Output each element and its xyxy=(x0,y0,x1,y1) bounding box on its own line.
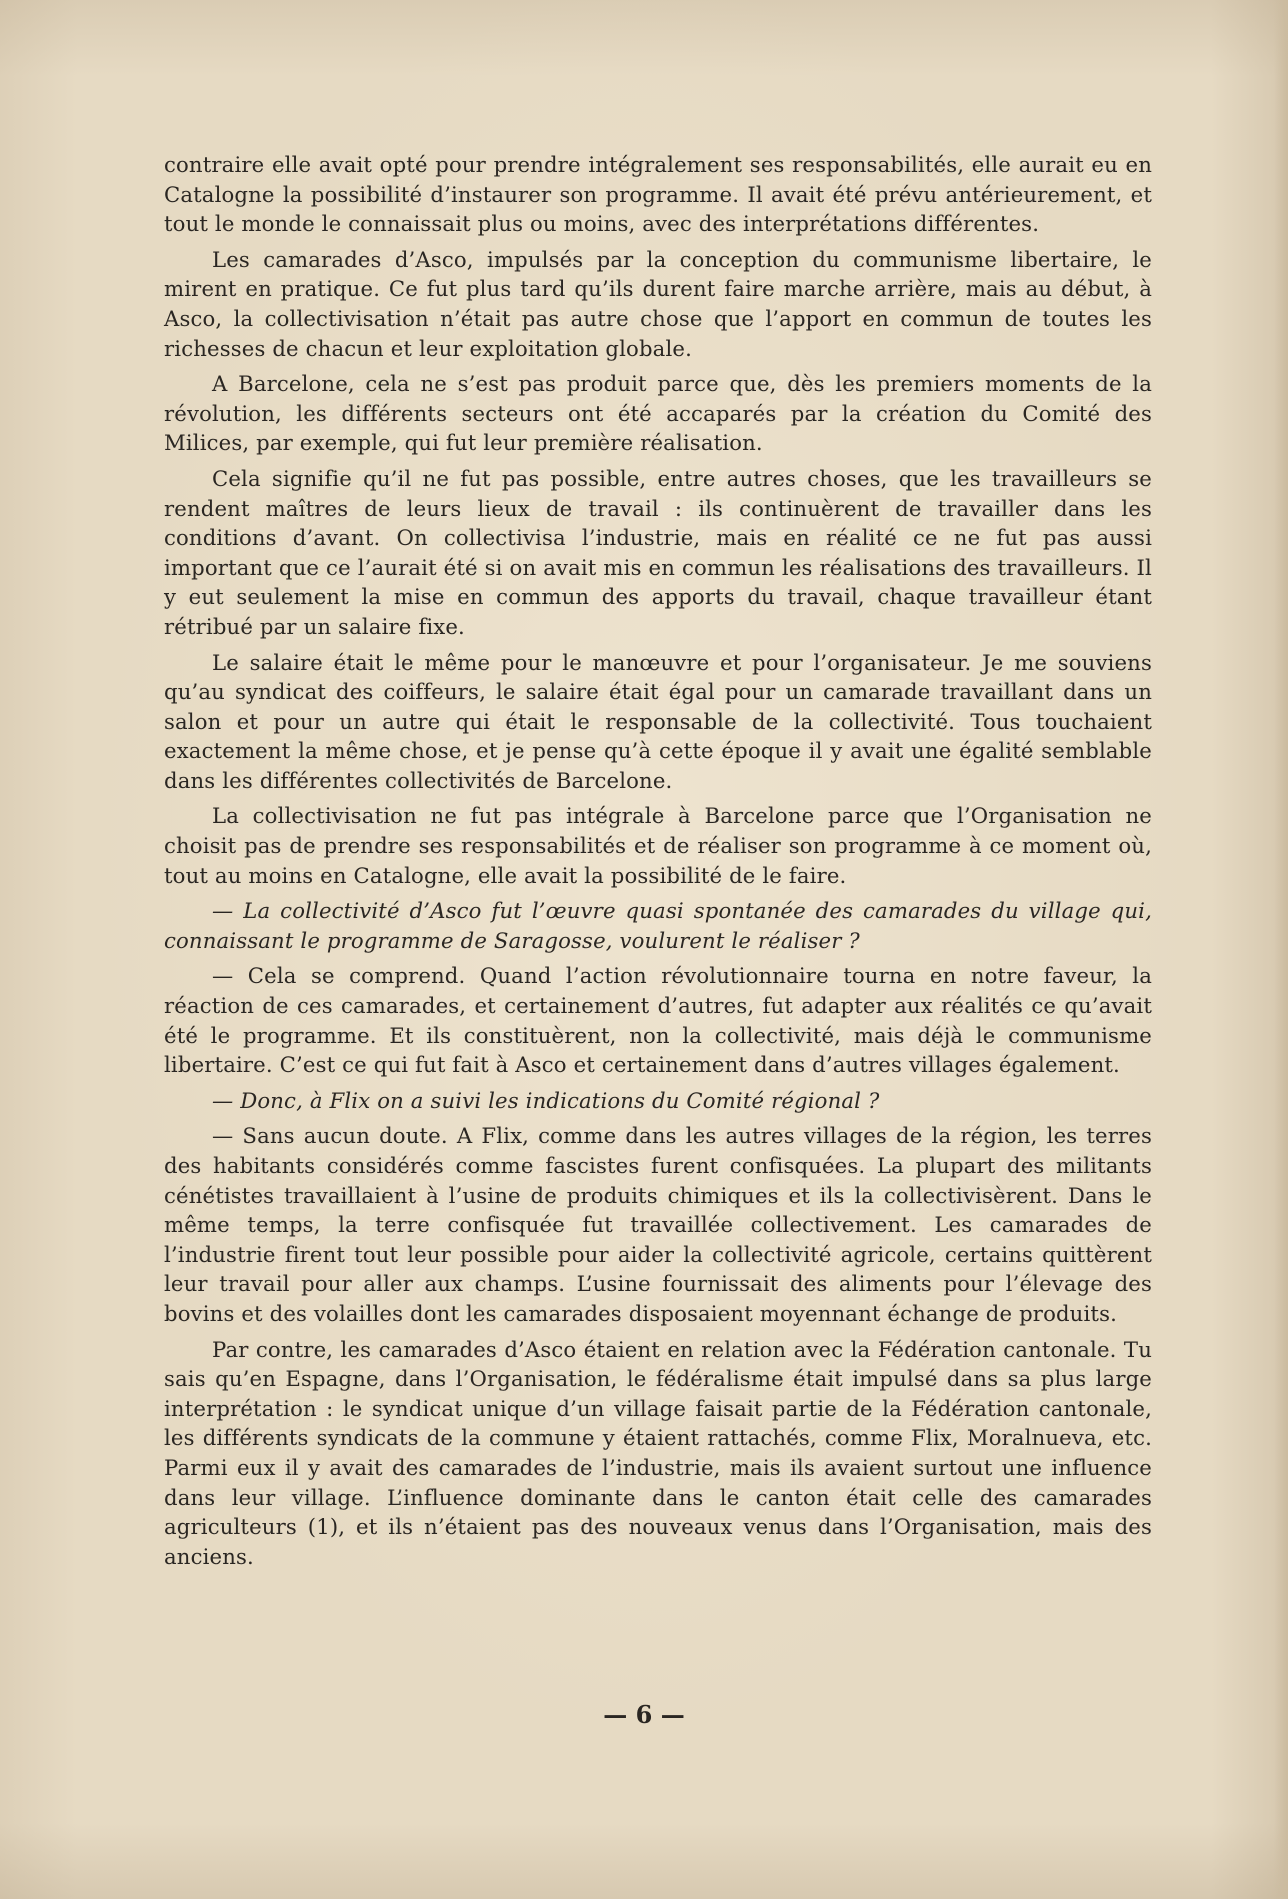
paragraph: Par contre, les camarades d’Asco étaient en relation avec la Fédération cantonale. Tu sais qu’en Espagne, dans l’Organisation, le fédéralisme était impulsé dans sa plus large interprétation : le syndicat unique d’un village faisait partie de la Fédération cantonale, les différents syndicats de la commune y étaient rattachés, comme Flix, Moralnueva, etc. Parmi eux il y avait des camarades de l’industrie, mais ils avaient surtout une influence dans leur village. L’influence dominante dans le canton était celle des camarades agriculteurs (1), et ils n’étaient pas des nouveaux venus dans l’Organisation, mais des anciens. xyxy=(164,1336,1152,1569)
paragraph: La collectivisation ne fut pas intégrale à Barcelone parce que l’Organisation ne choisit pas de prendre ses responsabilités et de réaliser son programme à ce moment où, tout au moins en Catalogne, elle avait la possibilité de le faire. xyxy=(164,803,1152,888)
paragraph: contraire elle avait opté pour prendre intégralement ses responsabilités, elle aurait eu en Catalogne la possibilité d’instaurer son programme. Il avait été prévu antérieurement, et tout le monde le connaissait plus ou moins, avec des interprétations différentes. xyxy=(164,152,1152,237)
body-text xyxy=(164,150,1152,1577)
paragraph: A Barcelone, cela ne s’est pas produit parce que, dès les premiers moments de la révolution, les différents secteurs ont été accaparés par la création du Comité des Milices, par exemple, qui fut leur première réalisation. xyxy=(164,371,1152,456)
paragraph: Cela signifie qu’il ne fut pas possible, entre autres choses, que les travailleurs se rendent maîtres de leurs lieux de travail : ils continuèrent de travailler dans les conditions d’avant. On collectivisa l’industrie, mais en réalité ce ne fut pas aussi important que ce l’aurait été si on avait mis en commun les réalisations des travailleurs. Il y eut seulement la mise en commun des apports du travail, chaque travailleur étant rétribué par un salaire fixe. xyxy=(164,465,1152,639)
interview-question: — La collectivité d’Asco fut l’œuvre quasi spontanée des camarades du village qui, connaissant le programme de Saragosse, voulurent le réaliser ? xyxy=(164,898,1152,953)
paragraph: — Sans aucun doute. A Flix, comme dans les autres villages de la région, les terres des habitants considérés comme fascistes furent confisquées. La plupart des militants cénétistes travaillaient à l’usine de produits chimiques et ils la collectivisèrent. Dans le même temps, la terre confisquée fut travaillée collectivement. Les camarades de l’industrie firent tout leur possible pour aider la collectivité agricole, certains quittèrent leur travail pour aller aux champs. L’usine fournissait des aliments pour l’élevage des bovins et des volailles dont les camarades disposaient moyennant échange de produits. xyxy=(164,1123,1152,1326)
paragraph: Le salaire était le même pour le manœuvre et pour l’organisateur. Je me souviens qu’au syndicat des coiffeurs, le salaire était égal pour un camarade travaillant dans un salon et pour un autre qui était le responsable de la collectivité. Tous touchaient exactement la même chose, et je pense qu’à cette époque il y avait une égalité semblable dans les différentes collectivités de Barcelone. xyxy=(164,649,1152,793)
paragraph: Les camarades d’Asco, impulsés par la conception du communisme libertaire, le mirent en pratique. Ce fut plus tard qu’ils durent faire marche arrière, mais au début, à Asco, la collectivisation n’était pas autre chose que l’apport en commun de toutes les richesses de chacun et leur exploitation globale. xyxy=(164,246,1152,361)
page-number: — 6 — xyxy=(603,1700,685,1729)
paragraph: — Cela se comprend. Quand l’action révolutionnaire tourna en notre faveur, la réaction de ces camarades, et certainement d’autres, fut adapter aux réalités ce qu’avait été le programme. Et ils constituèrent, non la collectivité, mais déjà le communisme libertaire. C’est ce qui fut fait à Asco et certainement dans d’autres villages également. xyxy=(164,963,1152,1078)
page-edge-shadow xyxy=(1274,0,1288,1899)
interview-question: — Donc, à Flix on a suivi les indications du Comité régional ? xyxy=(212,1087,880,1113)
